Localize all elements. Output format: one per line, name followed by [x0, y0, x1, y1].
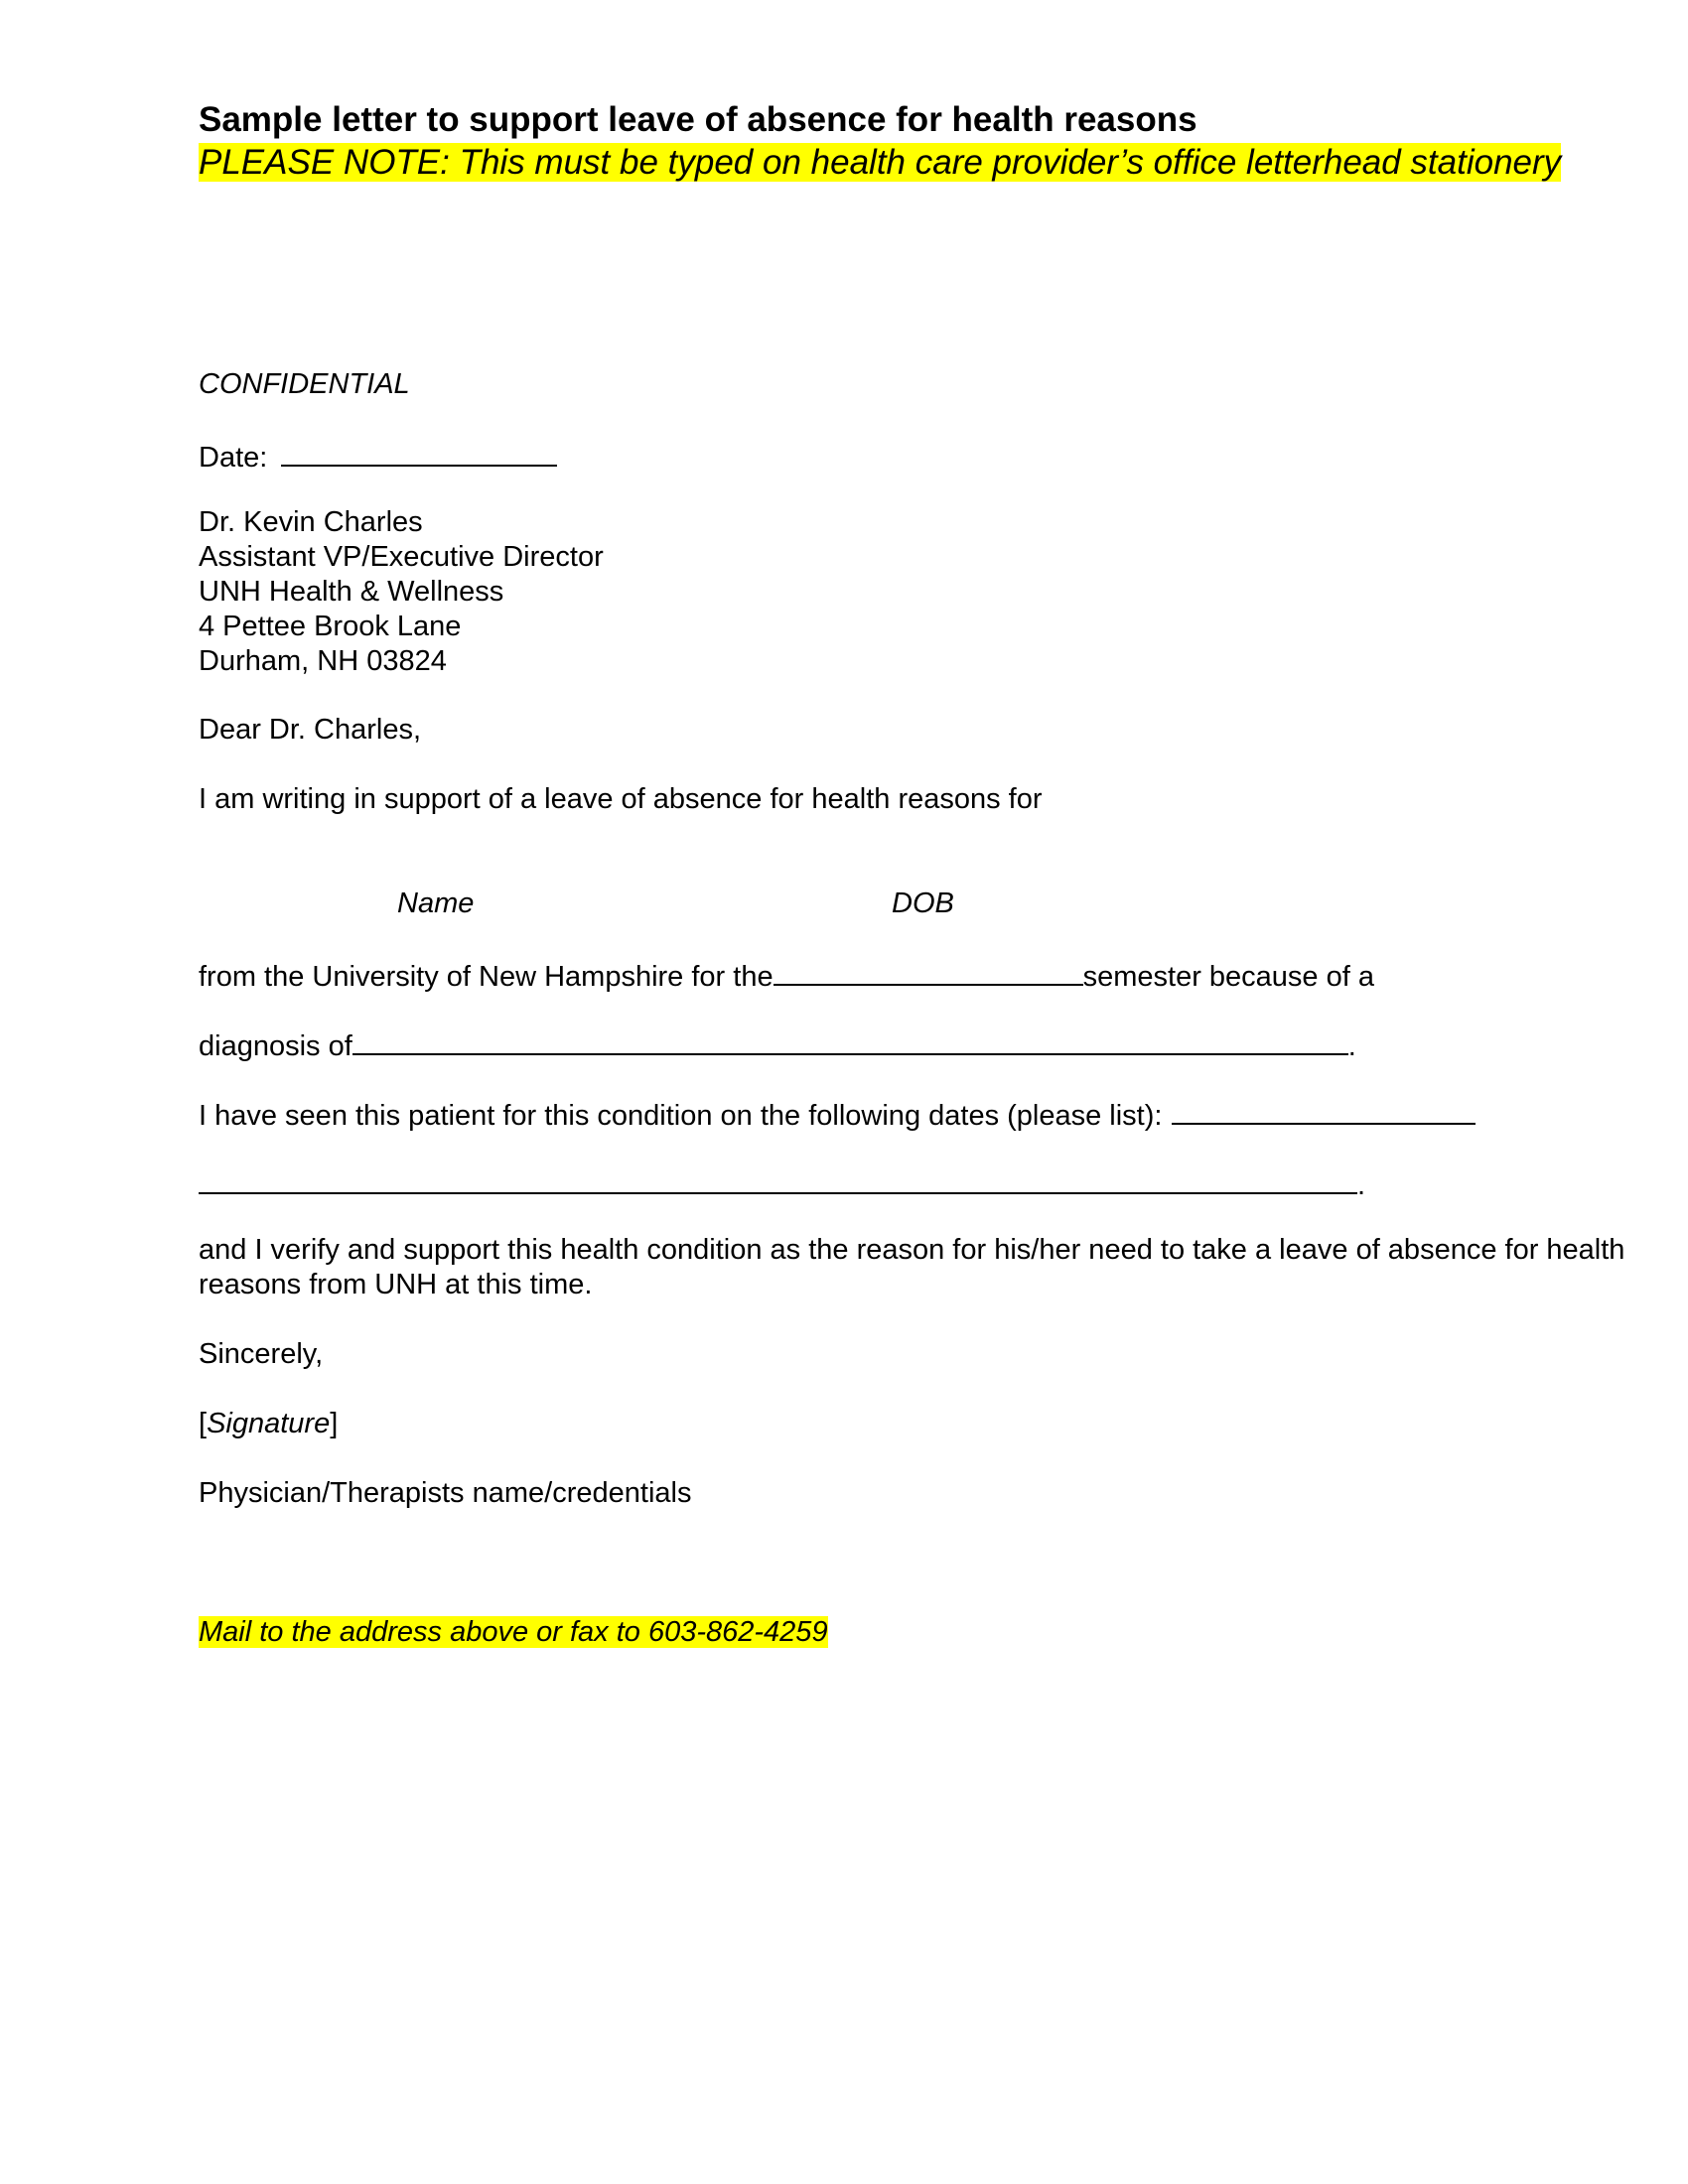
- name-field-label: Name: [397, 887, 475, 919]
- diagnosis-line: [199, 1025, 1356, 1064]
- signature-close-bracket: ]: [330, 1408, 339, 1439]
- diagnosis-prefix: diagnosis of: [199, 1030, 352, 1062]
- signature-placeholder: [199, 1407, 338, 1441]
- date-label: Date:: [199, 442, 268, 474]
- date-blank[interactable]: [281, 437, 557, 467]
- salutation: Dear Dr. Charles,: [199, 714, 422, 746]
- letterhead-note: [199, 142, 1561, 184]
- closing: Sincerely,: [199, 1338, 324, 1370]
- recipient-street: 4 Pettee Brook Lane: [199, 611, 462, 642]
- semester-suffix: semester because of a: [1082, 961, 1374, 993]
- recipient-name: Dr. Kevin Charles: [199, 506, 423, 538]
- letterhead-note-text: PLEASE NOTE: This must be typed on health care provider’s office letterhead stationery: [199, 143, 1562, 182]
- dates-period: .: [1357, 1169, 1366, 1201]
- dates-blank-1[interactable]: [1172, 1095, 1476, 1125]
- document-title: Sample letter to support leave of absence for health reasons: [199, 100, 1197, 139]
- semester-blank[interactable]: [774, 956, 1083, 986]
- confidential-label: CONFIDENTIAL: [199, 368, 410, 400]
- recipient-org: UNH Health & Wellness: [199, 576, 504, 608]
- semester-line: [199, 956, 1374, 995]
- intro-paragraph: I am writing in support of a leave of absence for health reasons for: [199, 783, 1043, 815]
- credentials-line: Physician/Therapists name/credentials: [199, 1477, 692, 1509]
- recipient-title: Assistant VP/Executive Director: [199, 541, 604, 573]
- verify-paragraph-line-2: reasons from UNH at this time.: [199, 1269, 593, 1300]
- mail-note-text: Mail to the address above or fax to 603-862-4259: [199, 1616, 828, 1648]
- diagnosis-blank[interactable]: [352, 1025, 1348, 1055]
- semester-prefix: from the University of New Hampshire for the: [199, 961, 774, 993]
- recipient-city: Durham, NH 03824: [199, 645, 447, 677]
- dates-blank-2[interactable]: [199, 1164, 1357, 1194]
- verify-paragraph-line-1: and I verify and support this health condition as the reason for his/her need to take a leave of absence for health: [199, 1234, 1625, 1266]
- diagnosis-period: .: [1347, 1030, 1356, 1062]
- dates-line: [199, 1095, 1476, 1134]
- dates-text: I have seen this patient for this condition on the following dates (please list):: [199, 1100, 1163, 1132]
- signature-word: Signature: [207, 1408, 331, 1439]
- dates-continuation-line: [199, 1164, 1365, 1203]
- dob-field-label: DOB: [892, 887, 954, 919]
- date-line: [199, 437, 557, 476]
- signature-open-bracket: [: [199, 1408, 208, 1439]
- mail-note: [199, 1615, 828, 1650]
